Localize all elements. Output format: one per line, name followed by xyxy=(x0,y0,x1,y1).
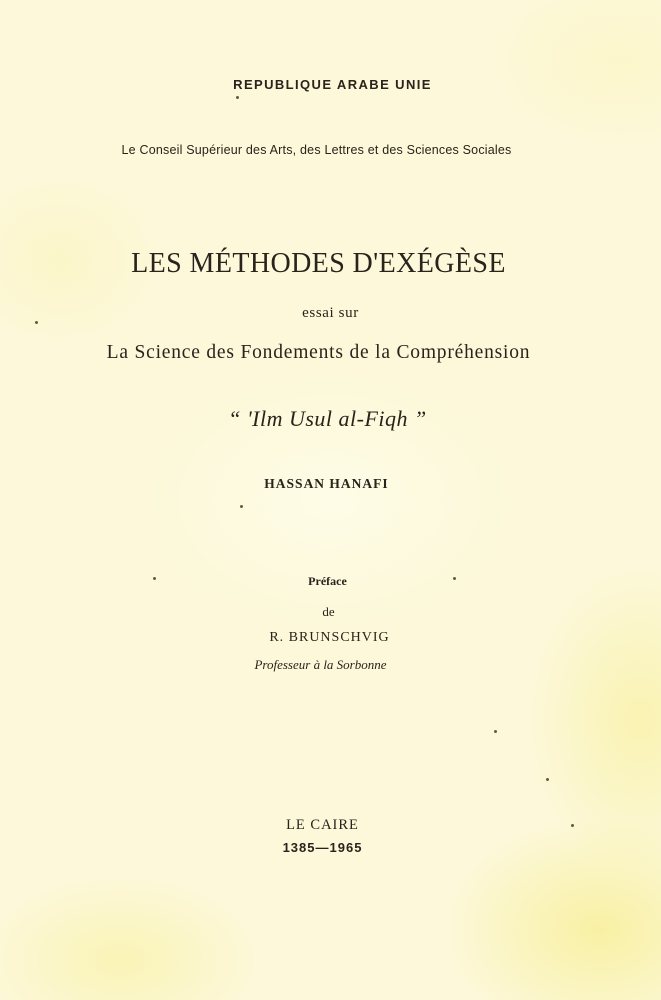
preface-author: R. BRUNSCHVIG xyxy=(269,630,390,645)
preface-de: de xyxy=(322,604,335,619)
essai-line: essai sur xyxy=(302,305,359,321)
publication-city: LE CAIRE xyxy=(286,817,359,833)
council-line: Le Conseil Supérieur des Arts, des Lettres et des Sciences Sociales xyxy=(121,143,512,157)
paper-speck xyxy=(236,96,239,99)
author-name: HASSAN HANAFI xyxy=(264,476,389,491)
paper-speck xyxy=(494,730,497,733)
paper-speck xyxy=(240,505,243,508)
preface-affiliation: Professeur à la Sorbonne xyxy=(254,657,387,672)
paper-speck xyxy=(453,577,456,580)
arabic-title: “ 'Ilm Usul al-Fiqh ” xyxy=(228,406,427,431)
paper-speck xyxy=(571,824,574,827)
paper-speck xyxy=(546,778,549,781)
paper-speck xyxy=(153,577,156,580)
book-subtitle: La Science des Fondements de la Compréhension xyxy=(106,342,531,363)
republic-heading: REPUBLIQUE ARABE UNIE xyxy=(233,77,432,92)
publication-years: 1385—1965 xyxy=(282,840,363,855)
preface-label: Préface xyxy=(308,574,347,588)
paper-speck xyxy=(35,321,38,324)
book-title: LES MÉTHODES D'EXÉGÈSE xyxy=(131,248,506,279)
